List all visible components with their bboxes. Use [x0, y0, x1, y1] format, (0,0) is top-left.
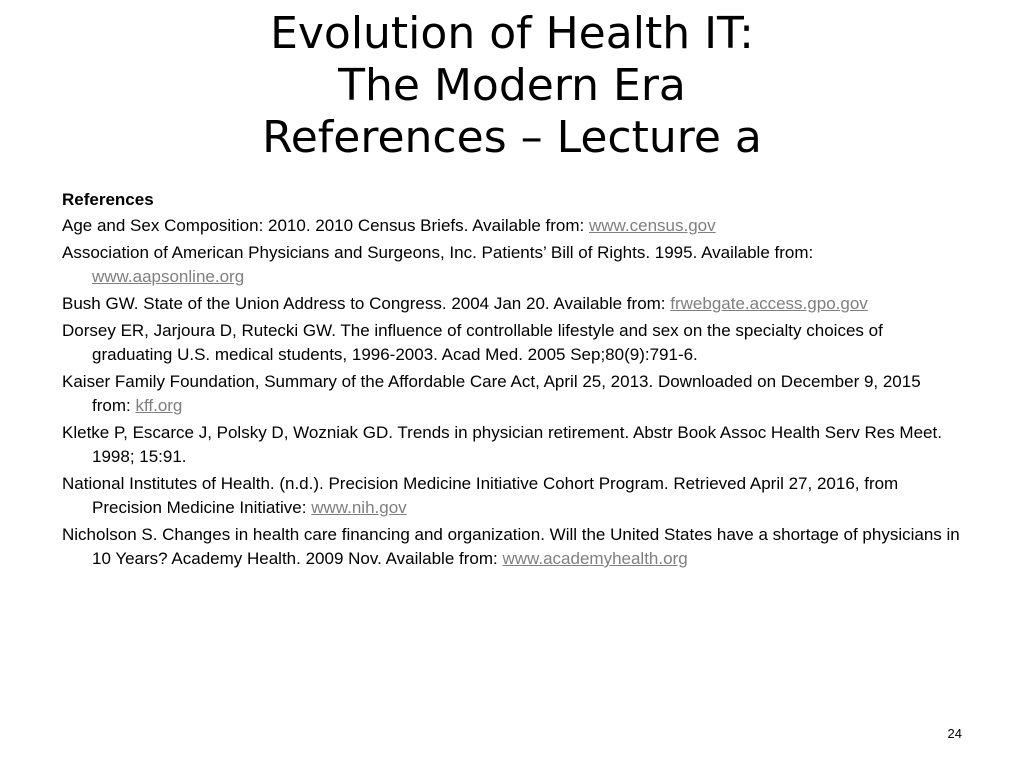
slide-title-line-2: The Modern Era: [338, 60, 686, 111]
reference-item: [62, 370, 962, 418]
reference-item: [62, 472, 962, 520]
reference-text: Bush GW. State of the Union Address to Congress. 2004 Jan 20. Available from:: [62, 294, 671, 313]
reference-text: Kaiser Family Foundation, Summary of the Affordable Care Act, April 25, 2013. Downloaded on December 9, 2015 from:: [62, 372, 921, 415]
reference-text: Association of American Physicians and Surgeons, Inc. Patients’ Bill of Rights. 1995. Available from:: [62, 243, 814, 262]
reference-link-academyhealth[interactable]: www.academyhealth.org: [502, 549, 688, 568]
reference-text: Kletke P, Escarce J, Polsky D, Wozniak GD. Trends in physician retirement. Abstr Book Assoc Health Serv Res Meet. 1998; 15:91.: [62, 423, 942, 466]
slide-title-line-3: References – Lecture a: [262, 112, 762, 163]
reference-link-census[interactable]: www.census.gov: [589, 216, 716, 235]
reference-link-nih[interactable]: www.nih.gov: [311, 498, 407, 517]
reference-text: National Institutes of Health. (n.d.). Precision Medicine Initiative Cohort Program. Retrieved April 27, 2016, from Precision Medicine Initiative:: [62, 474, 899, 517]
reference-item: [62, 523, 962, 571]
reference-item: [62, 421, 962, 469]
page-number: 24: [947, 726, 962, 741]
references-section: [62, 188, 962, 574]
reference-item: [62, 292, 962, 316]
reference-text: Nicholson S. Changes in health care financing and organization. Will the United States have a shortage of physicians in 10 Years? Academy Health. 2009 Nov. Available from:: [62, 525, 960, 568]
reference-item: [62, 214, 962, 238]
reference-item: [62, 241, 962, 289]
reference-link-gpo[interactable]: frwebgate.access.gpo.gov: [670, 294, 868, 313]
slide-title-line-1: Evolution of Health IT:: [270, 8, 754, 59]
reference-link-aapsonline[interactable]: www.aapsonline.org: [92, 267, 245, 286]
slide-title: [0, 8, 1024, 164]
reference-text: Dorsey ER, Jarjoura D, Rutecki GW. The influence of controllable lifestyle and sex on the specialty choices of graduating U.S. medical students, 1996-2003. Acad Med. 2005 Sep;80(9):791-6.: [62, 321, 883, 364]
reference-item: [62, 319, 962, 367]
reference-list: [62, 214, 962, 571]
reference-link-kff[interactable]: kff.org: [135, 396, 183, 415]
references-heading: References: [62, 190, 154, 209]
reference-text: Age and Sex Composition: 2010. 2010 Census Briefs. Available from:: [62, 216, 589, 235]
